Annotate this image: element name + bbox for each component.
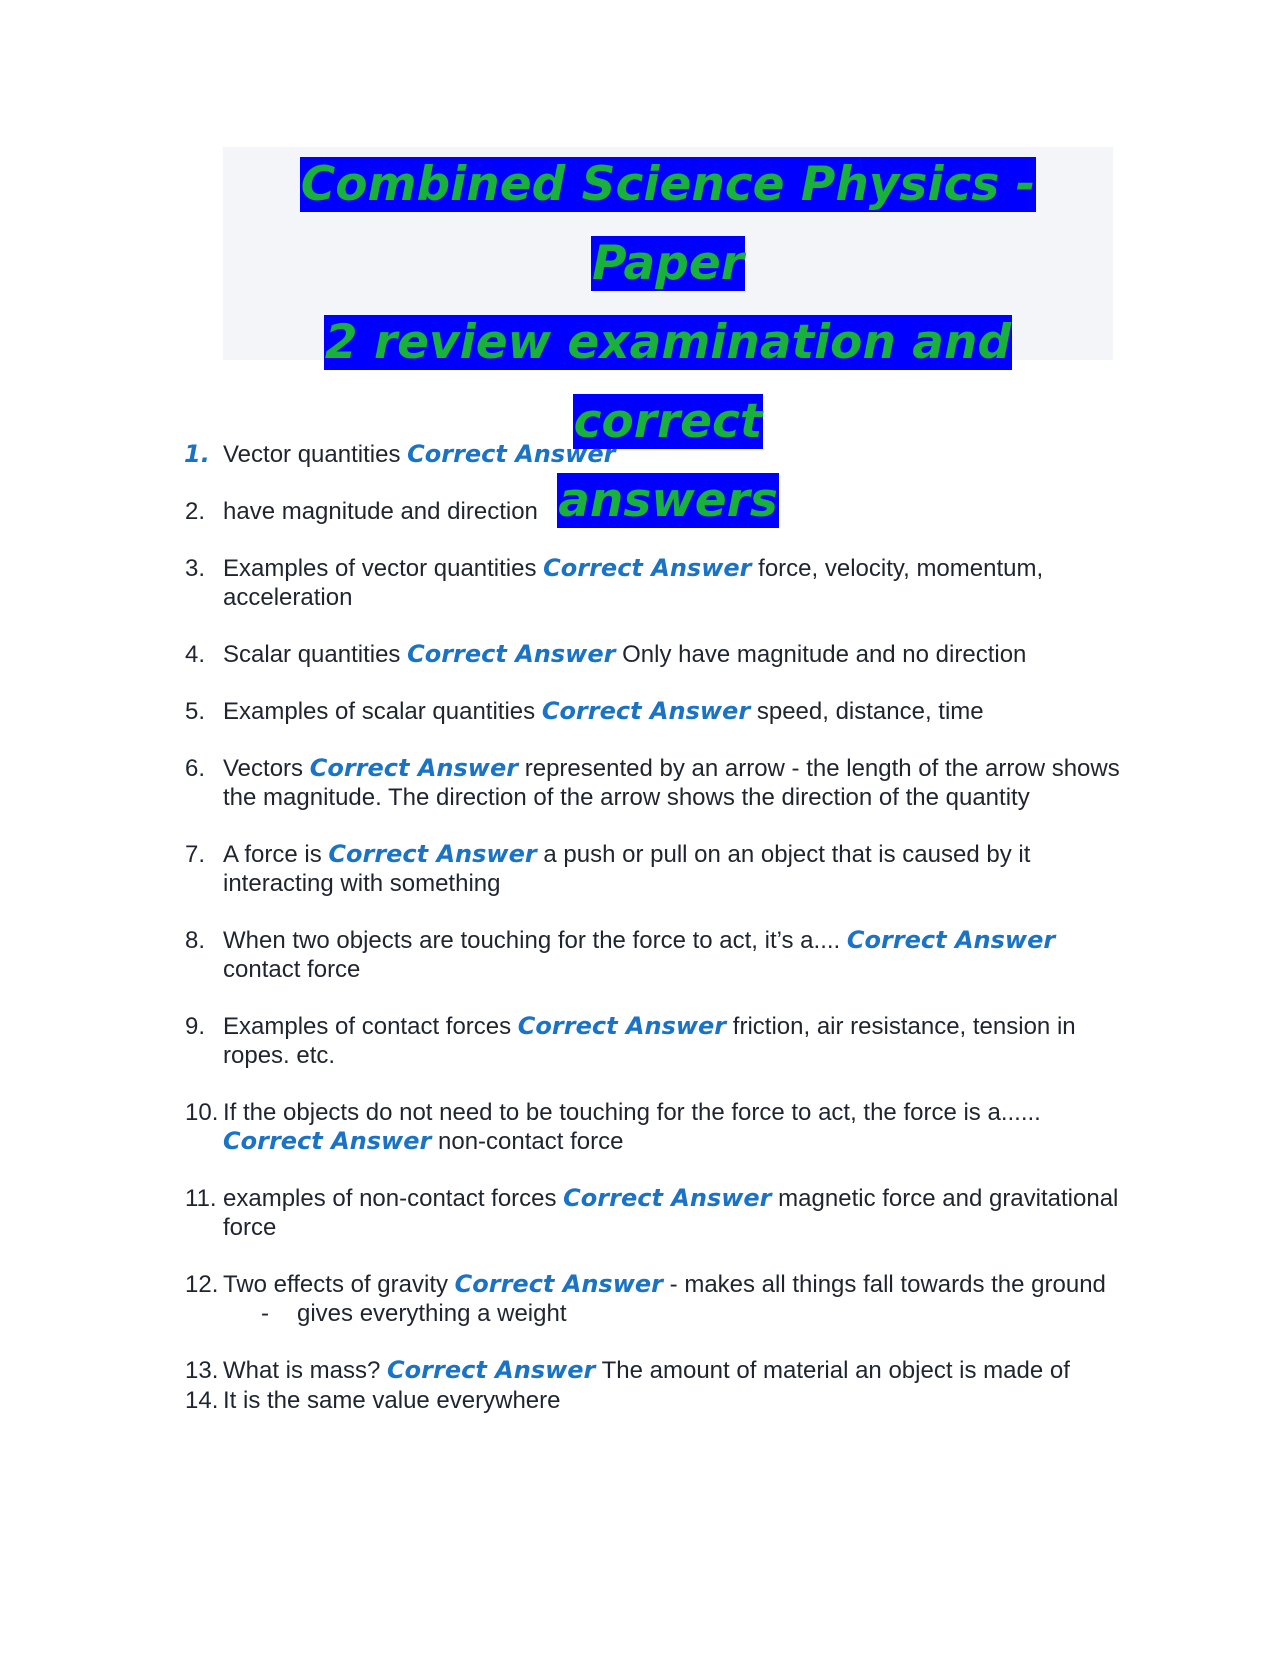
answer-text: contact force	[223, 956, 361, 983]
item-number: 8.	[185, 927, 206, 954]
item-number: 4.	[185, 641, 206, 668]
list-item	[185, 840, 1120, 898]
question-text: Scalar quantities	[223, 641, 408, 668]
list-item	[185, 1184, 1120, 1242]
question-text: Examples of contact forces	[223, 1013, 518, 1040]
sub-item-text: gives everything a weight	[297, 1300, 567, 1327]
item-number: 6.	[185, 755, 206, 782]
title-line-1: Combined Science Physics - Paper	[300, 157, 1036, 291]
correct-answer-label: Correct Answer	[846, 926, 1056, 954]
answer-text: The amount of material an object is made of	[595, 1357, 1070, 1384]
item-number: 1.	[184, 440, 210, 468]
item-number: 9.	[185, 1013, 206, 1040]
list-item	[185, 754, 1120, 812]
correct-answer-label: Correct Answer	[407, 440, 616, 468]
question-text: Vectors	[223, 755, 310, 782]
correct-answer-label: Correct Answer	[309, 754, 519, 782]
item-number: 11.	[185, 1185, 217, 1212]
sub-list-item	[223, 1299, 1120, 1328]
item-number: 3.	[185, 555, 206, 582]
correct-answer-label: Correct Answer	[387, 1356, 596, 1384]
item-number: 14.	[185, 1387, 219, 1414]
question-text: Vector quantities	[223, 441, 408, 468]
question-text: Examples of scalar quantities	[223, 698, 542, 725]
answer-text: friction, air resistance, tension in ropes. etc.	[223, 1013, 1076, 1069]
title-line-3: answers	[558, 473, 778, 528]
correct-answer-label: Correct Answer	[454, 1270, 663, 1298]
item-number: 10.	[185, 1099, 219, 1126]
list-item	[185, 640, 1120, 669]
question-text: When two objects are touching for the force to act, it’s a....	[223, 927, 847, 954]
list-item	[185, 926, 1120, 984]
question-text: If the objects do not need to be touching for the force to act, the force is a......	[223, 1099, 1041, 1126]
list-item	[185, 497, 1120, 526]
list-item	[185, 1098, 1120, 1156]
question-text: have magnitude and direction	[223, 498, 538, 525]
correct-answer-label: Correct Answer	[223, 1127, 432, 1155]
sub-item-dash: -	[261, 1300, 269, 1327]
answer-text: magnetic force and gravitational force	[223, 1185, 1119, 1241]
list-item	[185, 440, 1120, 469]
correct-answer-label: Correct Answer	[543, 554, 752, 582]
answer-text: Only have magnitude and no direction	[615, 641, 1027, 668]
item-number: 7.	[185, 841, 206, 868]
list-item	[185, 1270, 1120, 1328]
question-text: Examples of vector quantities	[223, 555, 544, 582]
item-number: 12.	[185, 1271, 219, 1298]
correct-answer-label: Correct Answer	[517, 1012, 727, 1040]
item-number: 13.	[185, 1357, 219, 1384]
item-number: 5.	[185, 698, 206, 725]
list-item	[185, 1386, 1120, 1415]
question-list	[185, 440, 1120, 1443]
answer-text: non-contact force	[431, 1128, 624, 1155]
question-text: examples of non-contact forces	[223, 1185, 564, 1212]
correct-answer-label: Correct Answer	[407, 640, 616, 668]
answer-text: - makes all things fall towards the ground	[663, 1271, 1106, 1298]
answer-text: a push or pull on an object that is caused by it interacting with something	[223, 841, 1031, 897]
correct-answer-label: Correct Answer	[541, 697, 751, 725]
answer-text: speed, distance, time	[750, 698, 984, 725]
list-item	[185, 1356, 1120, 1385]
question-text: A force is	[223, 841, 329, 868]
answer-text: force, velocity, momentum, acceleration	[223, 555, 1044, 611]
correct-answer-label: Correct Answer	[328, 840, 537, 868]
list-item	[185, 697, 1120, 726]
correct-answer-label: Correct Answer	[563, 1184, 772, 1212]
item-number: 2.	[185, 498, 206, 525]
title-line-2: 2 review examination and correct	[324, 315, 1012, 449]
question-text: What is mass?	[223, 1357, 388, 1384]
list-item	[185, 1012, 1120, 1070]
list-item	[185, 554, 1120, 612]
question-text: Two effects of gravity	[223, 1271, 455, 1298]
answer-text: represented by an arrow - the length of the arrow shows the magnitude. The direction of the arrow shows the direction of the quantity	[223, 755, 1120, 811]
question-text: It is the same value everywhere	[223, 1387, 561, 1414]
